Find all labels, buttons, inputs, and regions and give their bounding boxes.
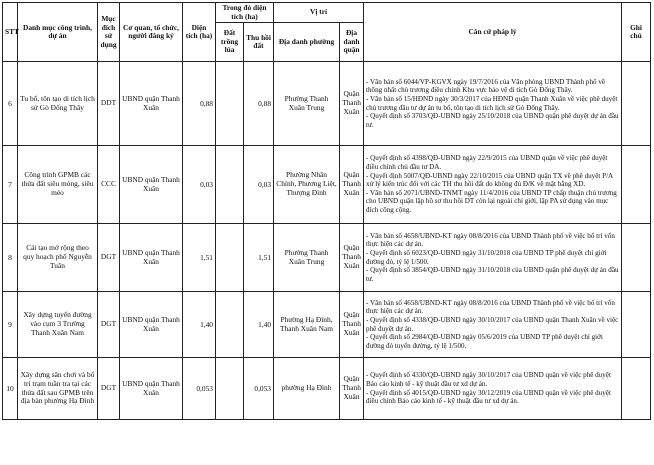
row-purpose: DGT <box>98 224 120 292</box>
row-district: Quận Thanh Xuân <box>340 62 364 146</box>
row-district: Quận Thanh Xuân <box>340 146 364 224</box>
row-agency: UBND quận Thanh Xuân <box>120 292 183 358</box>
row-recovered: 0,03 <box>244 146 274 224</box>
row-area: 1,51 <box>183 224 216 292</box>
table-row <box>3 292 651 358</box>
header-category: Danh mục công trình, dự án <box>18 3 98 62</box>
row-stt: 9 <box>3 292 18 358</box>
row-recovered: 1,40 <box>244 292 274 358</box>
legal-basis-item: - Văn bản số 2071/UBND-TNMT ngày 11/4/2016 của UBND TP chấp thuận chủ trương cho UBND quận lập hồ sơ thu hồi DT còn lại ngoài chỉ giới, lập PA sử dụng vào mục đích công cộng. <box>366 188 617 215</box>
row-category: Xây dựng tuyến đường vào cụm 3 Trường Thanh Xuân Nam <box>18 292 98 358</box>
row-agency: UBND quận Thanh Xuân <box>120 358 183 420</box>
header-district-place: Địa danh quận <box>340 23 364 62</box>
row-notes <box>622 358 651 420</box>
row-ward: Phường Thanh Xuân Trung <box>274 62 340 146</box>
legal-basis-item: - Văn bản số 6044/VP-KGVX ngày 19/7/2016 của Văn phòng UBND Thành phố về thông nhất chủ trương điều chỉnh Khu vực bảo vệ di tích Gò Đống Thây. <box>366 77 606 95</box>
row-legal-basis <box>364 62 622 146</box>
row-area: 1,40 <box>183 292 216 358</box>
header-ward-place: Địa danh phường <box>274 23 340 62</box>
row-area: 0,88 <box>183 62 216 146</box>
row-category: Công trình GPMB các thửa đất siêu mỏng, siêu méo <box>18 146 98 224</box>
header-in-which: Trong đó diện tích (ha) <box>216 3 274 23</box>
land-use-table <box>2 2 651 420</box>
row-purpose: DGT <box>98 358 120 420</box>
legal-basis-item: - Quyết định số 3703/QĐ-UBND ngày 25/10/2018 của UBND quận phê duyệt dự án đầu tư. <box>366 112 619 129</box>
header-area: Diện tích (ha) <box>183 3 216 62</box>
row-ward: phường Hạ Đình <box>274 358 340 420</box>
row-purpose: DGT <box>98 292 120 358</box>
legal-basis-item: - Quyết định số 4398/QĐ-UBND ngày 22/9/2015 của UBND quận về việc phê duyệt điều chỉnh chủ đầu tư DA. <box>366 154 608 171</box>
row-recovered: 0,88 <box>244 62 274 146</box>
row-agency: UBND quận Thanh Xuân <box>120 224 183 292</box>
row-category: Tu bổ, tôn tạo di tích lịch sử Gò Đống Thây <box>18 62 98 146</box>
row-rice-land <box>216 224 244 292</box>
row-category: Xây dựng sân chơi và bố trí trạm tuần tra tại các thửa đất sau GPMB trên địa bàn phường Hạ Đình <box>18 358 98 420</box>
row-area: 0,053 <box>183 358 216 420</box>
header-legal-basis: Căn cứ pháp lý <box>364 3 622 62</box>
legal-basis-item: - Văn bản số 4658/UBND-KT ngày 08/8/2016 của UBND Thành phố về việc bố trí vốn thực hiện các dự án. <box>366 298 615 316</box>
row-ward: Phường Nhân Chính, Phương Liệt, Thượng Đình <box>274 146 340 224</box>
legal-basis-item: - Quyết định số 3854/QĐ-UBND ngày 31/10/2018 của UBND quận phê duyệt dự án đầu tư. <box>366 266 619 283</box>
row-legal-basis <box>364 358 622 420</box>
row-notes <box>622 146 651 224</box>
table-row <box>3 358 651 420</box>
row-legal-basis <box>364 146 622 224</box>
row-district: Quận Thanh Xuân <box>340 292 364 358</box>
row-ward: Phường Thanh Xuân Trung <box>274 224 340 292</box>
row-rice-land <box>216 358 244 420</box>
row-recovered: 1,51 <box>244 224 274 292</box>
row-notes <box>622 224 651 292</box>
row-stt: 6 <box>3 62 18 146</box>
legal-basis-item: - Quyết định số 2984/QĐ-UBND ngày 05/6/2019 của UBND TP phê duyệt chỉ giới đường đỏ tuyến đường, tỷ lệ 1/500. <box>366 333 603 350</box>
table-row <box>3 224 651 292</box>
row-agency: UBND quận Thanh Xuân <box>120 62 183 146</box>
header-stt: STT <box>3 3 18 62</box>
row-purpose: CCC <box>98 146 120 224</box>
row-rice-land <box>216 292 244 358</box>
table-row <box>3 146 651 224</box>
row-rice-land <box>216 62 244 146</box>
legal-basis-item: - Quyết định số 4015/QĐ-UBND ngày 30/12/2019 của UBND quận về việc phê duyệt điều chỉnh Báo cáo kinh tế - kỹ thuật đầu tư xd dự án. <box>366 388 611 406</box>
row-stt: 8 <box>3 224 18 292</box>
row-recovered: 0,053 <box>244 358 274 420</box>
row-agency: UBND quận Thanh Xuân <box>120 146 183 224</box>
row-district: Quận Thanh Xuân <box>340 224 364 292</box>
row-district: Quận Thanh Xuân <box>340 358 364 420</box>
row-legal-basis <box>364 292 622 358</box>
row-notes <box>622 292 651 358</box>
header-notes: Ghi chú <box>622 3 651 62</box>
row-purpose: DDT <box>98 62 120 146</box>
table-row <box>3 62 651 146</box>
legal-basis-item: - Quyết định số 4338/QĐ-UBND ngày 30/10/2017 của UBND quận Thanh Xuân về việc phê duyệt dự án. <box>366 315 619 333</box>
legal-basis-item: - Quyết định 5007/QĐ-UBND ngày 22/10/2015 của UBND quận TX về phê duyệt P/A xử lý kiến trúc đối với các TH thu hồi đất do không đủ Đ/K về mặt bằng XD. <box>366 171 613 189</box>
header-recovered: Thu hồi đất <box>244 23 274 62</box>
row-legal-basis <box>364 224 622 292</box>
row-area: 0,03 <box>183 146 216 224</box>
row-stt: 7 <box>3 146 18 224</box>
legal-basis-item: - Văn bản số 4658/UBND-KT ngày 08/8/2016 của UBND Thành phố về việc bố trí vốn thực hiện các dự án. <box>366 231 615 249</box>
legal-basis-item: - Văn bản số 15/HĐND ngày 30/3/2017 của HĐND quận Thanh Xuân về việc phê duyệt chủ trương đầu tư dự án tu bổ, tôn tạo di tích lịch sử Gò Đống Thây. <box>366 94 618 112</box>
row-rice-land <box>216 146 244 224</box>
row-stt: 10 <box>3 358 18 420</box>
header-location: Vị trí <box>274 3 364 23</box>
header-purpose: Mục đích sử dụng <box>98 3 120 62</box>
row-notes <box>622 62 651 146</box>
header-agency: Cơ quan, tổ chức, người đăng ký <box>120 3 183 62</box>
row-category: Cải tạo mở rộng theo quy hoạch phố Nguyễn Tuân <box>18 224 98 292</box>
row-ward: Phường Hạ Đình, Thanh Xuân Nam <box>274 292 340 358</box>
legal-basis-item: - Quyết định số 4330/QĐ-UBND ngày 30/10/2017 của UBND quận về việc phê duyệt Báo cáo kinh tế - kỹ thuật đầu tư xd dự án. <box>366 371 611 388</box>
header-rice-land: Đất trồng lúa <box>216 23 244 62</box>
legal-basis-item: - Quyết định số 6023/QĐ-UBND ngày 31/10/2018 của UBND TP phê duyệt chỉ giới đường đỏ, tỷ lệ 1/500. <box>366 248 607 266</box>
